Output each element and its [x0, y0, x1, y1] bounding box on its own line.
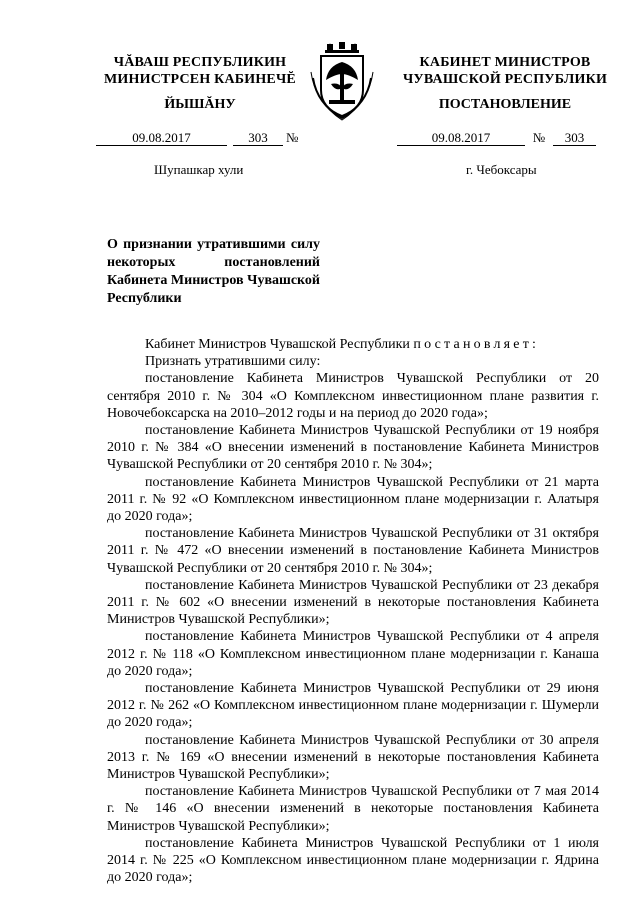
intro-line: [107, 336, 599, 353]
body-paragraph: постановление Кабинета Министров Чувашской Республики от 21 марта 2011 г. № 92 «О Комплексном инвестиционном плане модернизации г. Алатыря до 2020 года»;: [107, 474, 599, 525]
doctype-left: ЙЫШĂНУ: [164, 97, 236, 112]
body-paragraph: постановление Кабинета Министров Чувашской Республики от 30 апреля 2013 г. № 169 «О внесении изменений в некоторые постановления Кабинета Министров Чувашской Республики»;: [107, 732, 599, 783]
doctype-right: ПОСТАНОВЛЕНИЕ: [438, 97, 572, 112]
left-date: 09.08.2017: [96, 130, 227, 146]
chuvash-coat-of-arms-icon: [309, 42, 375, 122]
body-paragraph: постановление Кабинета Министров Чувашской Республики от 31 октября 2011 г. № 472 «О внесении изменений в постановление Кабинета Министров Чувашской Республики от 20 сентября 2010 г. № 304»;: [107, 526, 599, 576]
document-title: О признании утратившими силу некоторых постановлений Кабинета Министров Чувашской Республики: [107, 237, 320, 306]
intro-spaced: постановляет:: [413, 337, 540, 352]
right-city: г. Чебоксары: [466, 162, 537, 177]
header-right-line2: ЧУВАШСКОЙ РЕСПУБЛИКИ: [402, 72, 608, 87]
body-paragraph: постановление Кабинета Министров Чувашской Республики от 1 июля 2014 г. № 225 «О Комплексном инвестиционном плане модернизации г. Ядрина до 2020 года»;: [107, 835, 599, 886]
header-right-line1: КАБИНЕТ МИНИСТРОВ: [419, 55, 591, 70]
body-paragraph: постановление Кабинета Министров Чувашской Республики от 23 декабря 2011 г. № 602 «О внесении изменений в некоторые постановления Кабинета Министров Чувашской Республики»;: [107, 577, 599, 628]
body-paragraph: постановление Кабинета Министров Чувашской Республики от 20 сентября 2010 г. № 304 «О Комплексном инвестиционном плане развития г. Новочебоксарска на 2010–2012 годы и на период до 2020 года»;: [107, 371, 599, 421]
left-number: 303: [233, 130, 283, 146]
header-left: [100, 54, 300, 88]
left-city: Шупашкар хули: [154, 162, 244, 177]
body-paragraph: постановление Кабинета Министров Чувашской Республики от 4 апреля 2012 г. № 118 «О Комплексном инвестиционном плане модернизации г. Канаша до 2020 года»;: [107, 629, 599, 679]
header-right: [400, 54, 610, 88]
body-paragraph: постановление Кабинета Министров Чувашской Республики от 29 июня 2012 г. № 262 «О Комплексном инвестиционном плане модернизации г. Шумерли до 2020 года»;: [107, 681, 599, 731]
header-left-line2: МИНИСТРСЕН КАБИНЕЧĔ: [104, 72, 296, 87]
document-body: [107, 336, 599, 887]
right-number: 303: [553, 130, 596, 146]
intro-prefix: Кабинет Министров Чувашской Республики: [145, 337, 410, 352]
right-number-sign: №: [532, 130, 546, 145]
right-date: 09.08.2017: [397, 130, 525, 146]
header-left-line1: ЧĂВАШ РЕСПУБЛИКИН: [113, 55, 287, 70]
body-paragraph: Признать утратившими силу:: [145, 354, 321, 370]
left-number-sign: №: [286, 130, 299, 145]
body-paragraph: постановление Кабинета Министров Чувашской Республики от 19 ноября 2010 г. № 384 «О внесении изменений в постановление Кабинета Министров Чувашской Республики от 20 сентября 2010 г. № 304»;: [107, 423, 599, 473]
body-paragraph: постановление Кабинета Министров Чувашской Республики от 7 мая 2014 г. № 146 «О внесении изменений в некоторые постановления Кабинета Министров Чувашской Республики»;: [107, 784, 599, 834]
